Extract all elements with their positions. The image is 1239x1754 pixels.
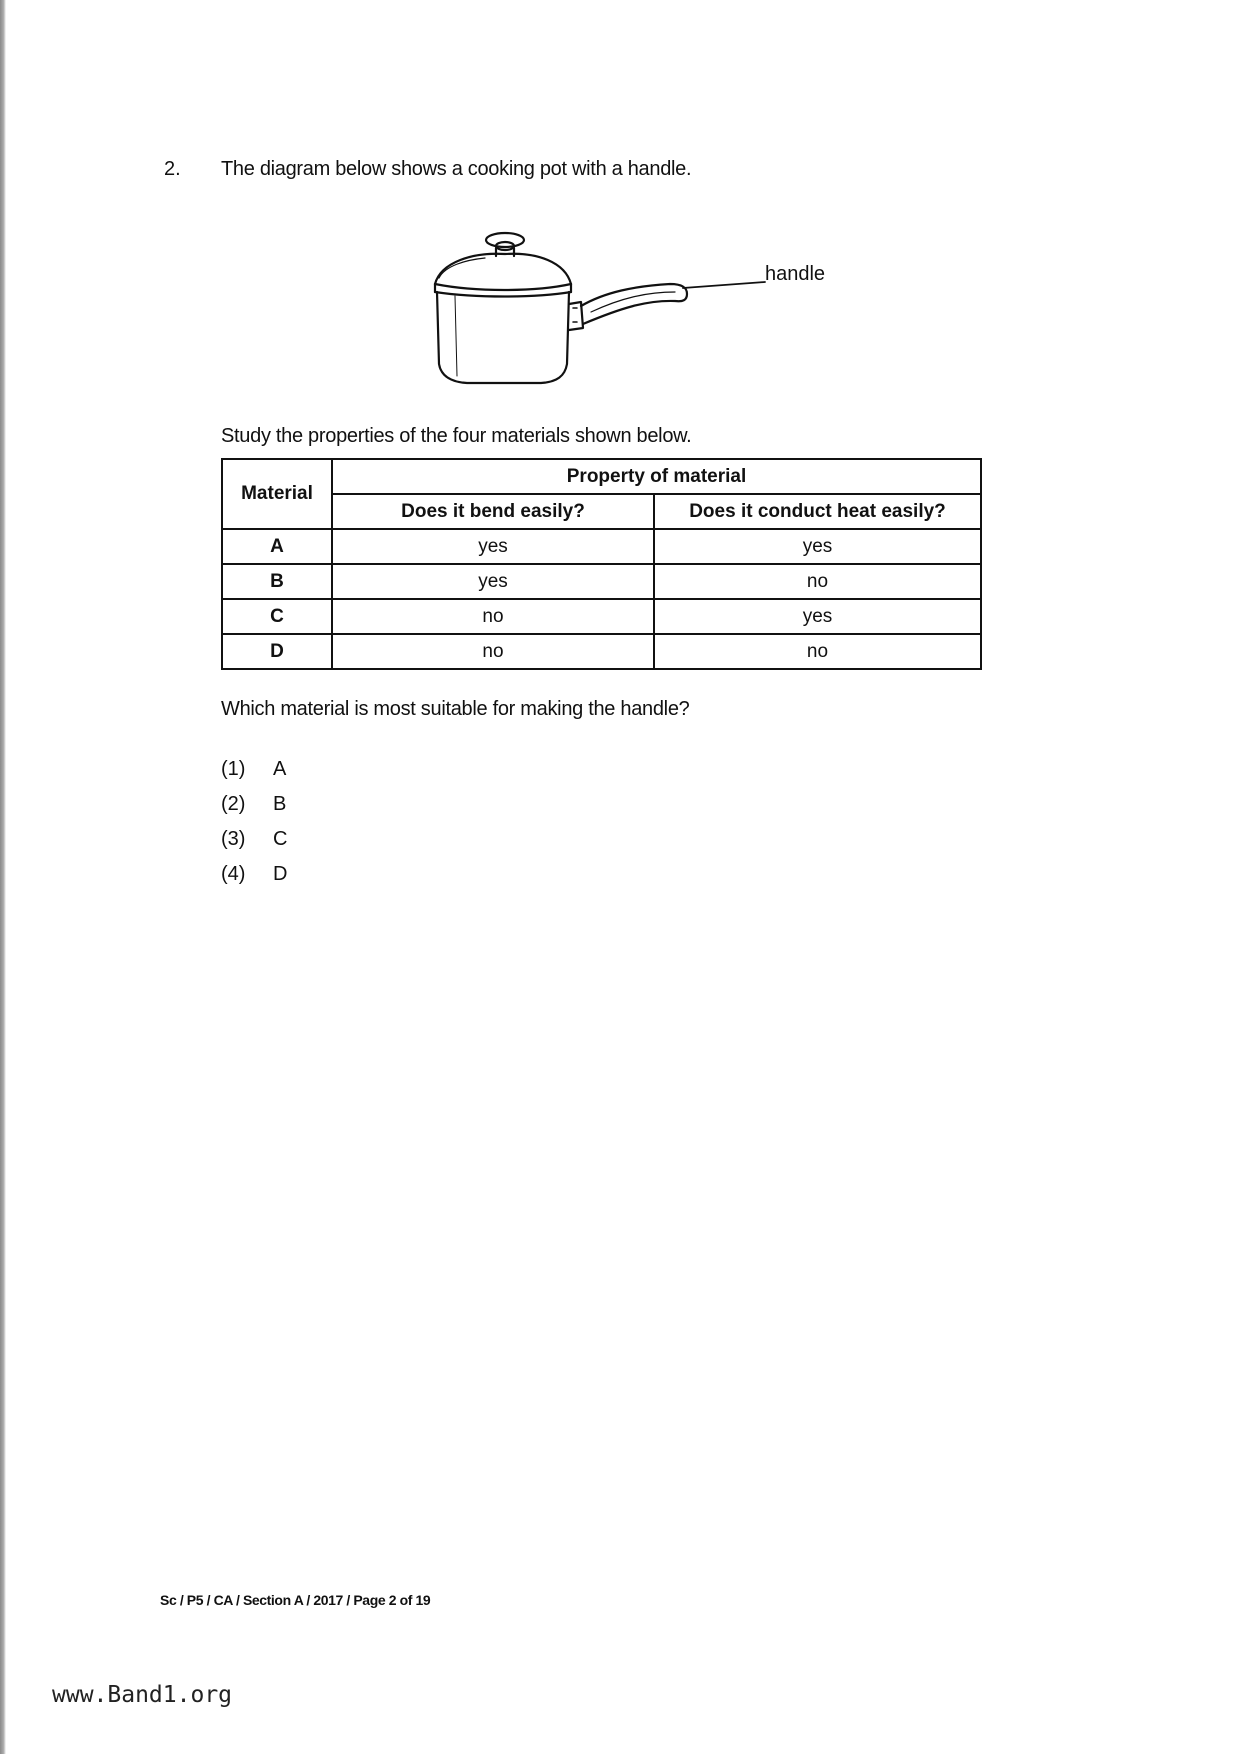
heat-cell: no	[654, 564, 981, 599]
bend-cell: yes	[332, 529, 654, 564]
table-header-row	[222, 459, 981, 494]
material-header: Material	[222, 459, 332, 529]
cooking-pot-icon	[425, 226, 845, 396]
option-text: D	[273, 863, 288, 885]
table-row	[222, 634, 981, 669]
question-prompt: Which material is most suitable for making the handle?	[221, 698, 690, 720]
handle-label: handle	[765, 263, 826, 285]
heat-column-header: Does it conduct heat easily?	[654, 494, 981, 529]
option-number: (1)	[221, 758, 246, 780]
option-text: C	[273, 828, 288, 850]
site-watermark: www.Band1.org	[52, 1682, 233, 1708]
bend-cell: no	[332, 634, 654, 669]
study-instruction: Study the properties of the four materials shown below.	[221, 425, 692, 447]
table-row	[222, 564, 981, 599]
answer-option[interactable]	[221, 758, 287, 793]
heat-cell: yes	[654, 529, 981, 564]
table-subheader-row	[222, 494, 981, 529]
heat-cell: yes	[654, 599, 981, 634]
option-number: (3)	[221, 828, 246, 850]
material-cell: D	[222, 634, 332, 669]
question-number: 2.	[164, 158, 181, 180]
bend-column-header: Does it bend easily?	[332, 494, 654, 529]
answer-option[interactable]	[221, 863, 287, 898]
cooking-pot-figure	[425, 226, 845, 396]
material-cell: C	[222, 599, 332, 634]
scan-shadow-edge	[0, 0, 6, 1754]
materials-table	[221, 458, 982, 670]
bend-cell: no	[332, 599, 654, 634]
material-cell: B	[222, 564, 332, 599]
option-number: (2)	[221, 793, 246, 815]
material-cell: A	[222, 529, 332, 564]
option-text: B	[273, 793, 287, 815]
option-text: A	[273, 758, 287, 780]
table-row	[222, 529, 981, 564]
bend-cell: yes	[332, 564, 654, 599]
question-stem: The diagram below shows a cooking pot with a handle.	[221, 158, 692, 180]
page-footer: Sc / P5 / CA / Section A / 2017 / Page 2 of 19	[160, 1592, 431, 1608]
answer-options	[221, 758, 287, 898]
option-number: (4)	[221, 863, 246, 885]
table-row	[222, 599, 981, 634]
heat-cell: no	[654, 634, 981, 669]
property-group-header: Property of material	[332, 459, 981, 494]
answer-option[interactable]	[221, 828, 287, 863]
answer-option[interactable]	[221, 793, 287, 828]
